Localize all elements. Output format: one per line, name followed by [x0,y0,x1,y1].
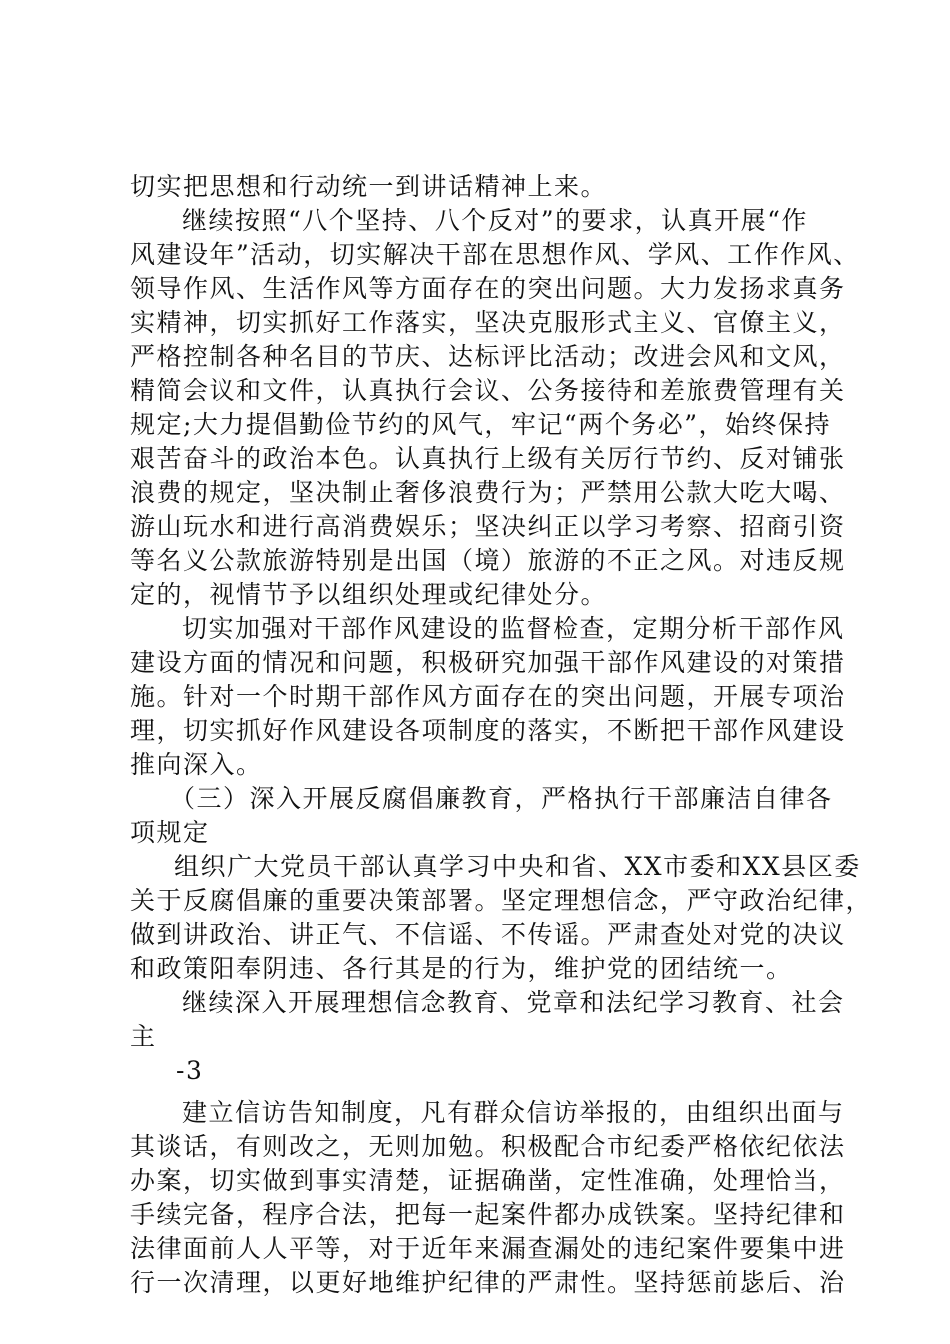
text-line: 严格控制各种名目的节庆、达标评比活动；改进会风和文风， [130,342,846,371]
text-line: 施。针对一个时期干部作风方面存在的突出问题，开展专项治 [130,682,846,711]
text-line: 艰苦奋斗的政治本色。认真执行上级有关厉行节约、反对铺张 [130,444,846,473]
text-line: 实精神，切实抓好工作落实，坚决克服形式主义、官僚主义， [130,308,846,337]
text-line: 继续深入开展理想信念教育、党章和法纪学习教育、社会 [182,988,845,1017]
text-line: 继续按照“八个坚持、八个反对”的要求，认真开展“作 [182,206,808,235]
text-line: 关于反腐倡廉的重要决策部署。坚定理想信念，严守政治纪律， [130,886,873,915]
section-heading: （三）深入开展反腐倡廉教育，严格执行干部廉洁自律各 [170,784,833,813]
text-line: 切实把思想和行动统一到讲话精神上来。 [130,172,608,201]
text-line: 理，切实抓好作风建设各项制度的落实，不断把干部作风建设 [130,716,846,745]
text-line: 行一次清理，以更好地维护纪律的严肃性。坚持惩前毖后、治 [130,1268,846,1297]
text-line: 建设方面的情况和问题，积极研究加强干部作风建设的对策措 [130,648,846,677]
text-line: 精简会议和文件，认真执行会议、公务接待和差旅费管理有关 [130,376,846,405]
text-line: 和政策阳奉阴违、各行其是的行为，维护党的团结统一。 [130,954,793,983]
text-line: 组织广大党员干部认真学习中央和省、XX市委和XX县区委 [174,852,861,881]
text-line: 风建设年”活动，切实解决干部在思想作风、学风、工作作风、 [130,240,860,269]
text-line: 游山玩水和进行高消费娱乐；坚决纠正以学习考察、招商引资 [130,512,846,541]
text-line: 建立信访告知制度，凡有群众信访举报的，由组织出面与 [182,1098,845,1127]
section-heading: 项规定 [130,818,210,847]
text-line: 领导作风、生活作风等方面存在的突出问题。大力发扬求真务 [130,274,846,303]
text-line: 法律面前人人平等，对于近年来漏查漏处的违纪案件要集中进 [130,1234,846,1263]
text-line: 办案，切实做到事实清楚，证据确凿，定性准确，处理恰当， [130,1166,846,1195]
text-line: 推向深入。 [130,750,263,779]
text-line: 定的，视情节予以组织处理或纪律处分。 [130,580,608,609]
text-line: 手续完备，程序合法，把每一起案件都办成铁案。坚持纪律和 [130,1200,846,1229]
text-line: 切实加强对干部作风建设的监督检查，定期分析干部作风 [182,614,845,643]
text-line: 浪费的规定，坚决制止奢侈浪费行为；严禁用公款大吃大喝、 [130,478,846,507]
text-line: 做到讲政治、讲正气、不信谣、不传谣。严肃查处对党的决议 [130,920,846,949]
text-line: 其谈话，有则改之，无则加勉。积极配合市纪委严格依纪依法 [130,1132,846,1161]
text-line: 主 [130,1022,157,1051]
page-number: -3 [176,1056,204,1085]
text-line: 规定;大力提倡勤俭节约的风气，牢记“两个务必”，始终保持 [130,410,831,439]
text-line: 等名义公款旅游特别是出国（境）旅游的不正之风。对违反规 [130,546,846,575]
